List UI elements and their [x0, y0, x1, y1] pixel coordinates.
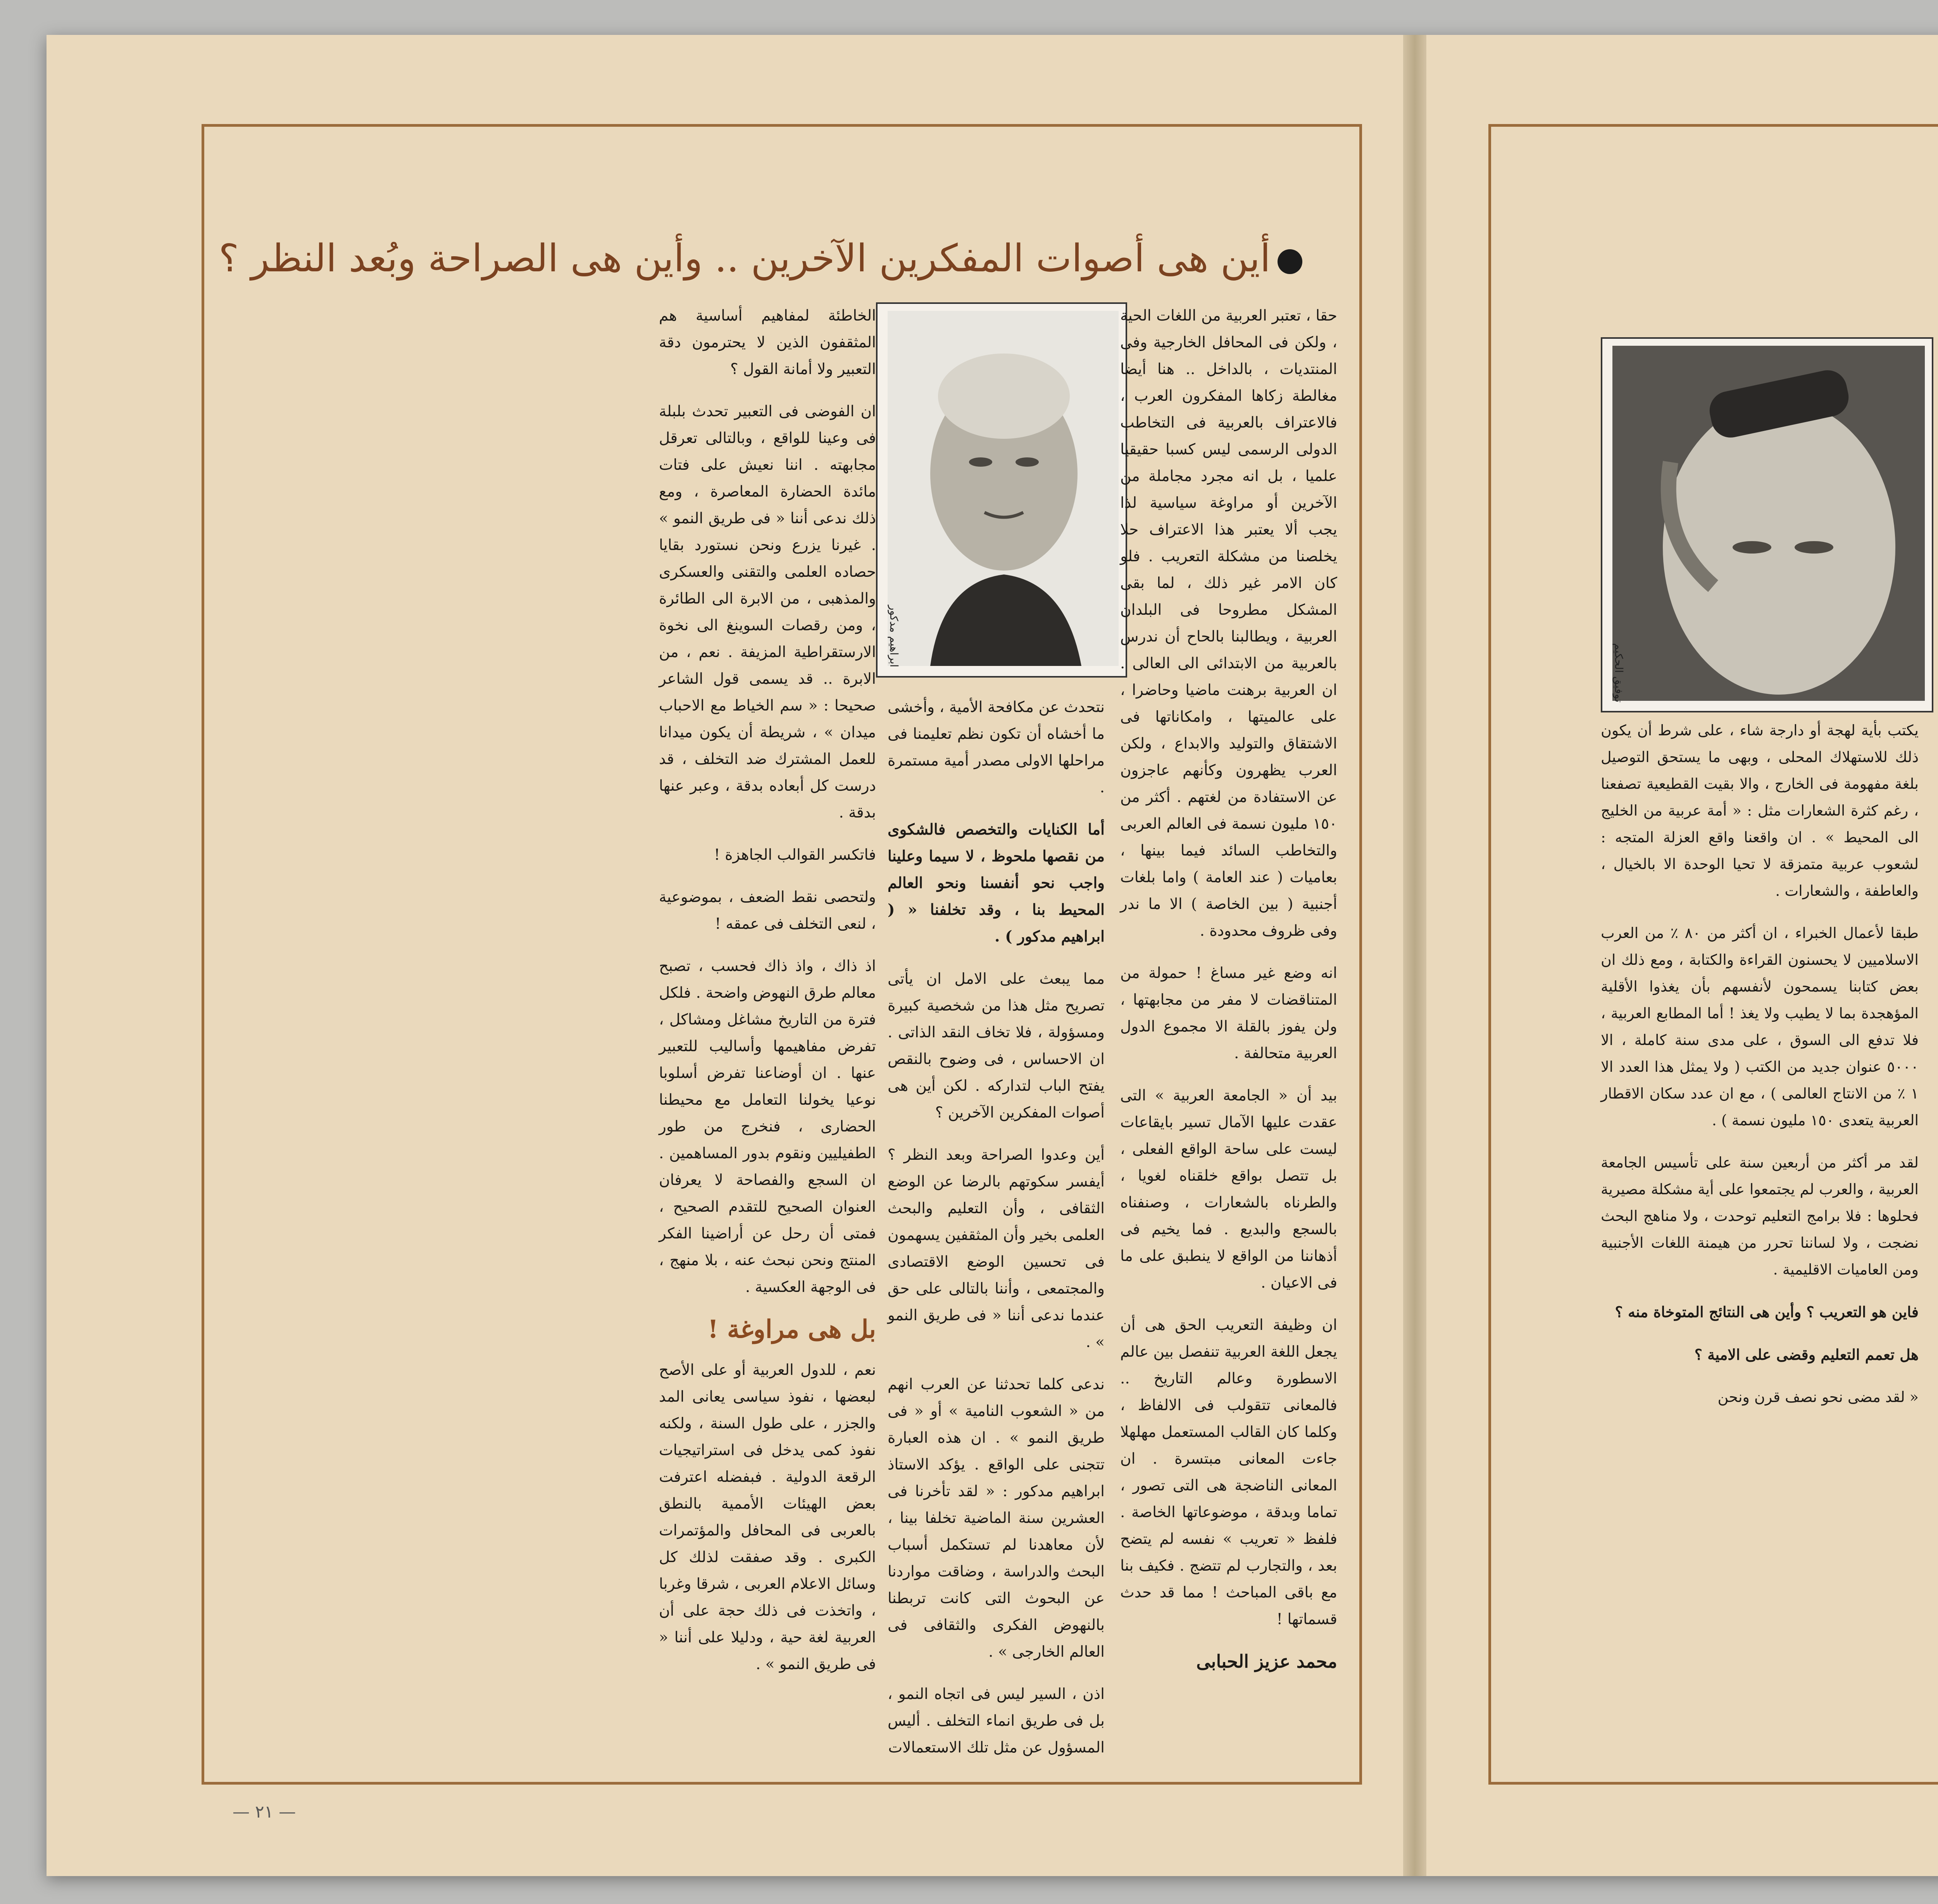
column-2: الخاطئة لمفاهيم أساسية هم المثقفون الذين لا يحترمون دقة التعبير ولا أمانة القول ؟ ان الفوضى فى التعبير تحدث بلبلة فى وعينا للواقع ، وبالتالى تعرقل مجابهته . اننا نعيش على فتات مائدة الحضارة المعاصرة ، ومع ذلك ندعى أننا « فى طريق النمو » . غيرنا يزرع ونحن نستورد بقايا حصاده العلمى والتقنى والعسكرى والمذهبى ، من الابرة الى الطائرة ، ومن رقصات السوينغ الى نخوة الارستقراطية المزيفة . نعم ، من الابرة .. قد يسمى قول الشاعر صحيحا : « سم الخياط مع الاحباب ميدان » ، شريطة أن يكون ميدانا للعمل المشترك ضد التخلف ، قد درست كل أبعاده بدقة ، وعبر عنها بدقة . فاتكسر القوالب الجاهزة ! ولتحصى نقط الضعف ، بموضوعية ، لنعى التخلف فى عمقه ! اذ ذاك ، واذ ذاك فحسب ، تصبح معالم طرق النهوض واضحة . فلكل فترة من التاريخ مشاغل ومشاكل ، تفرض مفاهيمها وأساليب للتعبير عنها . ان أوضاعنا تفرض أسلوبا نوعيا يخولنا التعامل مع محيطنا الحضارى ، فنخرج من طور الطفيليين ونقوم بدور المساهمين . ان السجع والفصاحة لا يعرفان العنوان الصحيح للتقدم الصحيح ، فمتى أن رحل عن أراضينا الفكر المنتج ونحن نبحث عنه ، بلا منهج ، فى الوجهة العكسية . بل هى مراوغة ! نعم ، للدول العربية أو على الأصح لبعضها ، نفوذ سياسى يعانى المد والجزر ، على طول السنة ، ولكنه نفوذ كمى يدخل فى استراتيجيات الرقعة الدولية . فبفضله اعترفت بعض الهيئات الأممية بالنطق بالعربى فى المحافل والمؤتمرات الكبرى . وقد صفقت لذلك كل وسائل الاعلام العربى ، شرقا وغربا ، واتخذت فى ذلك حجة على أن العربية لغة حية ، ودليلا على أننا « فى طريق النمو » .	[659, 307, 876, 1673]
portrait-photo-madkour	[876, 302, 1127, 678]
portrait-illustration	[888, 311, 1119, 666]
left-page	[47, 35, 1403, 1876]
subheading: بل هى مراوغة !	[707, 1315, 876, 1344]
column-3: نتحدث عن مكافحة الأمية ، وأخشى ما أخشاه أن تكون نظم تعليمنا فى مراحلها الاولى مصدر أمية مستمرة . أما الكنايات والتخصص فالشكوى من نقصها ملحوظ ، لا سيما وعلينا واجب نحو أنفسنا ونحو العالم المحيط بنا ، وقد تخلفنا « ( ابراهيم مدكور ) . مما يبعث على الامل ان يأتى تصريح مثل هذا من شخصية كبيرة ومسؤولة ، فلا تخاف النقد الذاتى . ان الاحساس ، فى وضوح بالنقص يفتح الباب لتداركه . لكن أين هى أصوات المفكرين الآخرين ؟ أين وعدوا الصراحة وبعد النظر ؟ أيفسر سكوتهم بالرضا عن الوضع الثقافى ، وأن التعليم والبحث العلمى بخير وأن المثقفين يسهمون فى تحسين الوضع الاقتصادى والمجتمعى ، وأننا بالتالى على حق عندما ندعى أننا « فى طريق النمو » . ندعى كلما تحدثنا عن العرب انهم من « الشعوب النامية » أو « فى طريق النمو » . ان هذه العبارة تتجنى على الواقع . يؤكد الاستاذ ابراهيم مدكور : « لقد تأخرنا فى العشرين سنة الماضية تخلفا بينا ، لأن معاهدنا لم تستكمل أسباب البحث والدراسة ، وضاقت مواردنا عن البحوث التى كانت تربطنا بالنهوض الفكرى والثقافى فى العالم الخارجى » . اذن ، السير ليس فى اتجاه النمو ، بل فى طريق انماء التخلف . أليس المسؤول عن مثل تلك الاستعمالات	[888, 698, 1105, 1756]
center-gutter	[1403, 35, 1426, 1876]
portrait-illustration	[1612, 346, 1925, 701]
portrait-image	[1609, 346, 1925, 704]
author-signature: محمد عزيز الحبابى	[1196, 1651, 1337, 1672]
right-page	[1426, 35, 1938, 1876]
photo-caption: توفيق الحكيم	[1612, 643, 1625, 702]
portrait-photo-hakim	[1601, 337, 1933, 712]
photo-caption: ابراهيم مدكور	[888, 605, 900, 667]
portrait-image	[885, 311, 1119, 669]
column-3: يكتب بأية لهجة أو دارجة شاء ، على شرط أن يكون ذلك للاستهلاك المحلى ، وبهى ما يستحق التوصيل بلغة مفهومة فى الخارج ، والا بقيت القطيعية تصفعنا ، رغم كثرة الشعارات مثل : « أمة عربية من الخليج الى المحيط » . ان واقعنا واقع العزلة المتجه : لشعوب عربية متمزقة لا تحيا الوحدة الا بالخيال ، والعاطفة ، والشعارات . طبقا لأعمال الخبراء ، ان أكثر من ٨٠ ٪ من العرب الاسلاميين لا يحسنون القراءة والكتابة ، ومع ذلك ان بعض كتابنا يسمحون لأنفسهم بأن يغذوا الأقلية المؤهجدة بما لا يطيب ولا يغذ ! أما المطابع العربية ، فلا تدفع الى السوق ، على مدى سنة كاملة ، الا ٥٠٠٠ عنوان جديد من الكتب ( ولا يمثل هذا العدد الا ١ ٪ من الانتاج العالمى ) ، مع ان عدد سكان الاقطار العربية يتعدى ١٥٠ مليون نسمة ) . لقد مر أكثر من أربعين سنة على تأسيس الجامعة العربية ، والعرب لم يجتمعوا على أية مشكلة مصيرية فحلوها : فلا برامج التعليم توحدت ، ولا مناهج البحث نضجت ، ولا لساننا تحرر من هيمنة اللغات الأجنبية ومن العاميات الاقليمية . فاين هو التعريب ؟ وأين هى النتائج المتوخاة منه ؟ هل تعمم التعليم وقضى على الامية ؟ « لقد مضى نحو نصف قرن ونحن	[1601, 722, 1919, 1406]
magazine-spread	[47, 35, 1938, 1876]
page-number: — ٢١ —	[233, 1802, 296, 1822]
article-headline: أين هى أصوات المفكرين الآخرين .. وأين هى الصراحة وبُعد النظر ؟	[219, 236, 1302, 281]
column-1: حقا ، تعتبر العربية من اللغات الحية ، ولكن فى المحافل الخارجية وفى المنتديات ، بالداخل .. هنا أيضا مغالطة زكاها المفكرون العرب ، فالاعتراف بالعربية فى التخاطب الدولى الرسمى ليس كسبا حقيقيا علميا ، بل انه مجرد مجاملة من الآخرين أو مراوغة سياسية لذا يجب ألا يعتبر هذا الاعتراف حلا يخلصنا من مشكلة التعريب . فلو كان الامر غير ذلك ، لما بقى المشكل مطروحا فى البلدان العربية ، ويطالبنا بالحاح أن ندرس بالعربية من الابتدائى الى العالى . ان العربية برهنت ماضيا وحاضرا ، على عالميتها ، وامكاناتها فى الاشتقاق والتوليد والابداع ، ولكن العرب يظهرون وكأنهم عاجزون عن الاستفادة من لغتهم . أكثر من ١٥٠ مليون نسمة فى العالم العربى والتخاطب السائد فيما بينها ، بعاميات ( عند العامة ) واما بلغات أجنبية ( بين الخاصة ) الا ما ندر وفى ظروف محدودة . انه وضع غير مساغ ! حمولة من المتناقضات لا مفر من مجابهتها ، ولن يفوز بالقلة الا مجموع الدول العربية متحالفة . بيد أن « الجامعة العربية » التى عقدت عليها الآمال تسير بايقاعات ليست على ساحة الواقع الفعلى ، بل تتصل بواقع خلقناه لغويا ، والطرناه بالشعارات ، وصنفناه بالسجع والبديع . فما يخيم فى أذهاننا من الواقع لا ينطبق على ما فى الاعيان . ان وظيفة التعريب الحق هى أن يجعل اللغة العربية تنفصل بين عالم الاسطورة وعالم التاريخ .. فالمعانى تتقولب فى الالفاظ ، وكلما كان القالب المستعمل مهلهلا جاءت المعانى مبتسرة . ان المعانى الناضجة هى التى تصور ، تماما وبدقة ، موضوعاتها الخاصة . فلفظ « تعريب » نفسه لم يتضح بعد ، والتجارب لم تتضج . فكيف بنا مع باقى المباحث ! مما قد حدث قسماتها ! محمد عزيز الحبابى	[1120, 302, 1337, 1737]
bullet-icon	[1278, 249, 1302, 274]
